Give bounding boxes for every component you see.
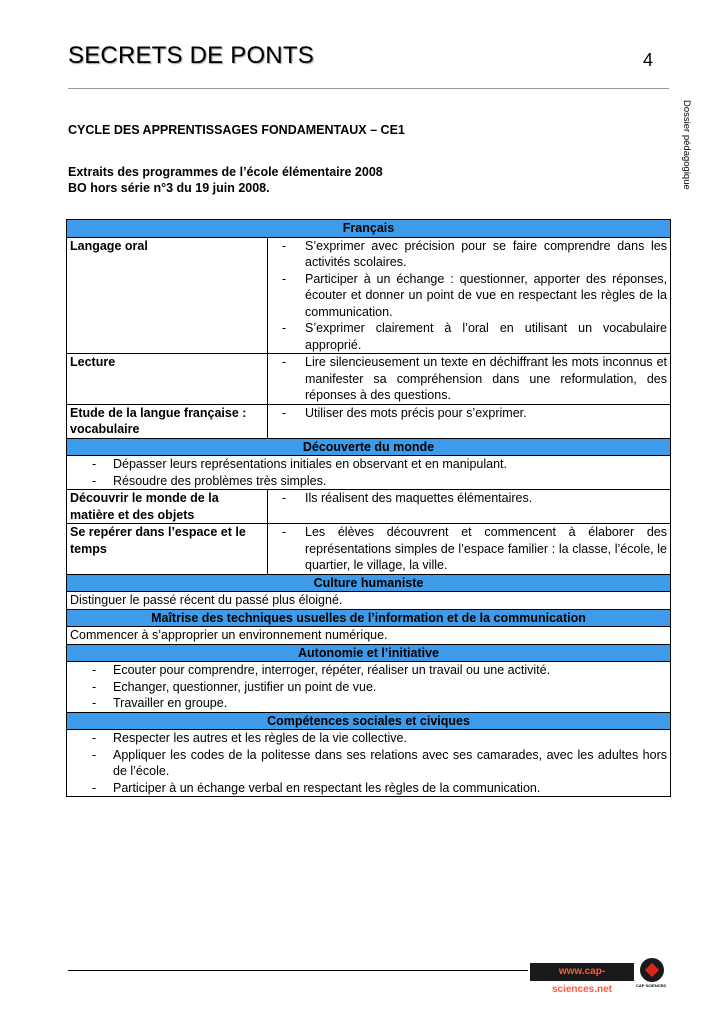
footer-divider (68, 970, 528, 971)
page-title: SECRETS DE PONTS (68, 42, 314, 69)
section-heading: Français (67, 220, 671, 238)
row-label: Découvrir le monde de la matière et des objets (67, 490, 268, 524)
table-row (67, 354, 671, 405)
row-content (67, 662, 671, 713)
section-header-tic (67, 609, 671, 627)
table-row (67, 404, 671, 438)
table-row (67, 456, 671, 490)
row-content (268, 237, 671, 354)
row-label: Etude de la langue française : vocabulaire (67, 404, 268, 438)
list-item: - Ecouter pour comprendre, interroger, répéter, réaliser un travail ou une activité. (70, 662, 667, 679)
list-item: - Les élèves découvrent et commencent à élaborer des représentations simples de l’espace familier : la classe, l’école, le quartier, le village, la ville. (271, 524, 667, 574)
section-header-francais (67, 220, 671, 238)
table-row (67, 592, 671, 610)
extract-line-2: BO hors série n°3 du 19 juin 2008. (68, 181, 270, 195)
row-content (268, 404, 671, 438)
section-header-culture (67, 574, 671, 592)
list-item: - Participer à un échange verbal en respectant les règles de la communication. (70, 780, 667, 797)
cycle-heading: CYCLE DES APPRENTISSAGES FONDAMENTAUX – CE1 (68, 123, 405, 137)
list-item: - Travailler en groupe. (70, 695, 667, 712)
row-content (268, 354, 671, 405)
row-label: Langage oral (67, 237, 268, 354)
row-content (268, 490, 671, 524)
section-heading: Compétences sociales et civiques (67, 712, 671, 730)
list-item: - Dépasser leurs représentations initiales en observant et en manipulant. (70, 456, 667, 473)
table-row (67, 662, 671, 713)
list-item: - Utiliser des mots précis pour s’exprimer. (271, 405, 667, 422)
website-banner: www.cap-sciences.net (530, 963, 634, 981)
cap-sciences-logo-icon (640, 958, 664, 982)
list-item: - Lire silencieusement un texte en déchiffrant les mots inconnus et manifester sa compréhension dans une reformulation, des réponses à des questions. (271, 354, 667, 404)
side-label: Dossier pédagogique (681, 100, 692, 190)
table-row (67, 490, 671, 524)
section-heading: Culture humaniste (67, 574, 671, 592)
section-heading: Maîtrise des techniques usuelles de l’information et de la communication (67, 609, 671, 627)
section-heading: Autonomie et l’initiative (67, 644, 671, 662)
page-number: 4 (643, 50, 654, 70)
extract-line-1: Extraits des programmes de l’école élémentaire 2008 (68, 165, 383, 179)
list-item: - Ils réalisent des maquettes élémentaires. (271, 490, 667, 507)
logo-caption: CAP SCIENCES (636, 983, 666, 988)
row-content: Distinguer le passé récent du passé plus éloigné. (67, 592, 671, 610)
section-heading: Découverte du monde (67, 438, 671, 456)
list-item: - S’exprimer clairement à l’oral en utilisant un vocabulaire approprié. (271, 320, 667, 353)
list-item: - Respecter les autres et les règles de la vie collective. (70, 730, 667, 747)
header-divider (68, 88, 669, 89)
list-item: - Participer à un échange : questionner, apporter des réponses, écouter et donner un point de vue en respectant les règles de la communication. (271, 271, 667, 321)
row-label: Lecture (67, 354, 268, 405)
programme-table (66, 219, 671, 797)
list-item: - Echanger, questionner, justifier un point de vue. (70, 679, 667, 696)
row-content: Commencer à s’approprier un environnement numérique. (67, 627, 671, 645)
section-header-sociales (67, 712, 671, 730)
table-row (67, 237, 671, 354)
row-content (268, 524, 671, 575)
list-item: - Résoudre des problèmes très simples. (70, 473, 667, 490)
table-row (67, 627, 671, 645)
section-header-autonomie (67, 644, 671, 662)
list-item: - Appliquer les codes de la politesse dans ses relations avec ses camarades, avec les adultes hors de l’école. (70, 747, 667, 780)
table-row (67, 524, 671, 575)
row-content (67, 456, 671, 490)
row-content (67, 730, 671, 797)
row-label: Se repérer dans l’espace et le temps (67, 524, 268, 575)
list-item: - S’exprimer avec précision pour se faire comprendre dans les activités scolaires. (271, 238, 667, 271)
table-row (67, 730, 671, 797)
section-header-monde (67, 438, 671, 456)
